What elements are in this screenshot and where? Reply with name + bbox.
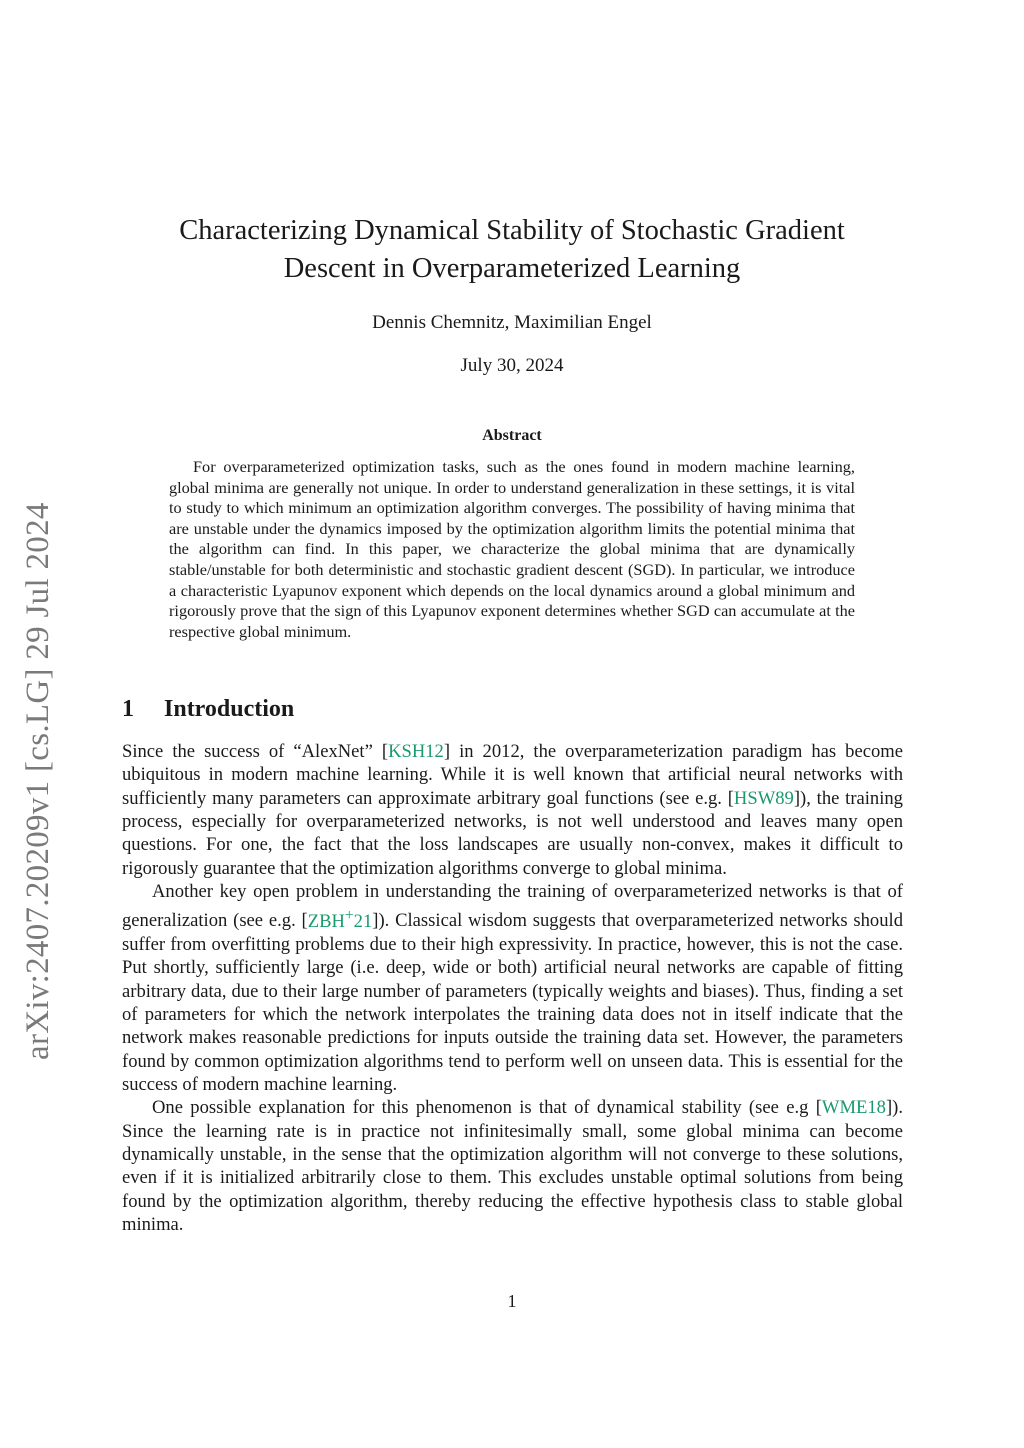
abstract-text: For overparameterized optimization tasks, such as the ones found in modern machine learning, global minima are generally not unique. In order to understand generalization in these settings, it is vital to study to which minimum an optimization algorithm converges. The possibility of having minima that are unstable under the dynamics imposed by the optimization algorithm limits the potential minima that the algorithm can find. In this paper, we characterize the global minima that are dynamically stable/unstable for both deterministic and stochastic gradient descent (SGD). In particular, we introduce a characteristic Lyapunov exponent which depends on the local dynamics around a global minimum and rigorously prove that the sign of this Lyapunov exponent determines whether SGD can accumulate at the respective global minimum. [169, 457, 855, 641]
citation-hsw89[interactable]: HSW89 [733, 787, 794, 809]
paragraph-1-text-b: ] in 2012, the overparameterization paradigm has become ubiquitous in modern machine learning. While it is well known that artificial neural networks with sufficiently many parameters can approximate arbitrary goal functions (see e.g. [ [122, 741, 903, 809]
section-heading-introduction [122, 694, 294, 724]
paragraph-2-text-a: Another key open problem in understanding the training of overparameterized networks is that of generalization (see e.g. [ [122, 881, 903, 932]
citation-zbh21[interactable] [307, 906, 373, 932]
citation-zbh21-tail: 21 [353, 910, 373, 932]
citation-ksh12[interactable]: KSH12 [388, 741, 444, 762]
citation-zbh21-sup: + [344, 906, 354, 924]
arxiv-identifier-stamp: arXiv:2407.20209v1 [cs.LG] 29 Jul 2024 [20, 502, 56, 1060]
author-list: Dennis Chemnitz, Maximilian Engel [372, 312, 652, 333]
page-number: 1 [507, 1291, 517, 1311]
section-number: 1 [122, 696, 134, 722]
abstract-heading: Abstract [482, 427, 542, 444]
paragraph-1 [122, 740, 903, 880]
paragraph-2-text-b: ]). Classical wisdom suggests that overparameterized networks should suffer from overfitting problems due to their high expressivity. In practice, however, this is not the case. Put shortly, sufficiently large (i.e. deep, wide or both) artificial neural networks are capable of fitting arbitrary data, due to their large number of parameters (typically weights and biases). Thus, finding a set of parameters for which the network interpolates the training data does not in itself indicate that the network makes reasonable predictions for inputs outside the training data set. However, the parameters found by common optimization algorithms tend to perform well on unseen data. This is essential for the success of modern machine learning. [122, 910, 903, 1095]
paragraph-1-text-a: Since the success of “AlexNet” [ [122, 741, 389, 762]
citation-wme18[interactable]: WME18 [821, 1097, 886, 1119]
title-line-1: Characterizing Dynamical Stability of Stochastic Gradient [179, 215, 845, 246]
paragraph-2 [122, 880, 903, 1096]
introduction-body [122, 740, 903, 1236]
section-title: Introduction [164, 696, 295, 722]
paragraph-3-text-b: ]). Since the learning rate is in practice not infinitesimally small, some global minima can become dynamically unstable, in the sense that the optimization algorithm will not converge to these solutions, even if it is initialized arbitrarily close to them. This excludes unstable optimal solutions from being found by the optimization algorithm, thereby reducing the effective hypothesis class to stable global minima. [122, 1097, 903, 1236]
citation-zbh21-base: ZBH [307, 910, 345, 932]
paragraph-1-text-c: ]), the training process, especially for overparameterized networks, is not well understood and leaves many open questions. For one, the fact that the loss landscapes are usually non-convex, makes it difficult to rigorously guarantee that the optimization algorithms converge to global minima. [122, 787, 903, 879]
publication-date: July 30, 2024 [460, 355, 564, 376]
paper-title [122, 212, 902, 288]
paragraph-3 [122, 1096, 903, 1236]
paragraph-3-text-a: One possible explanation for this phenomenon is that of dynamical stability (see e.g [ [152, 1097, 822, 1119]
title-line-2: Descent in Overparameterized Learning [283, 253, 741, 284]
